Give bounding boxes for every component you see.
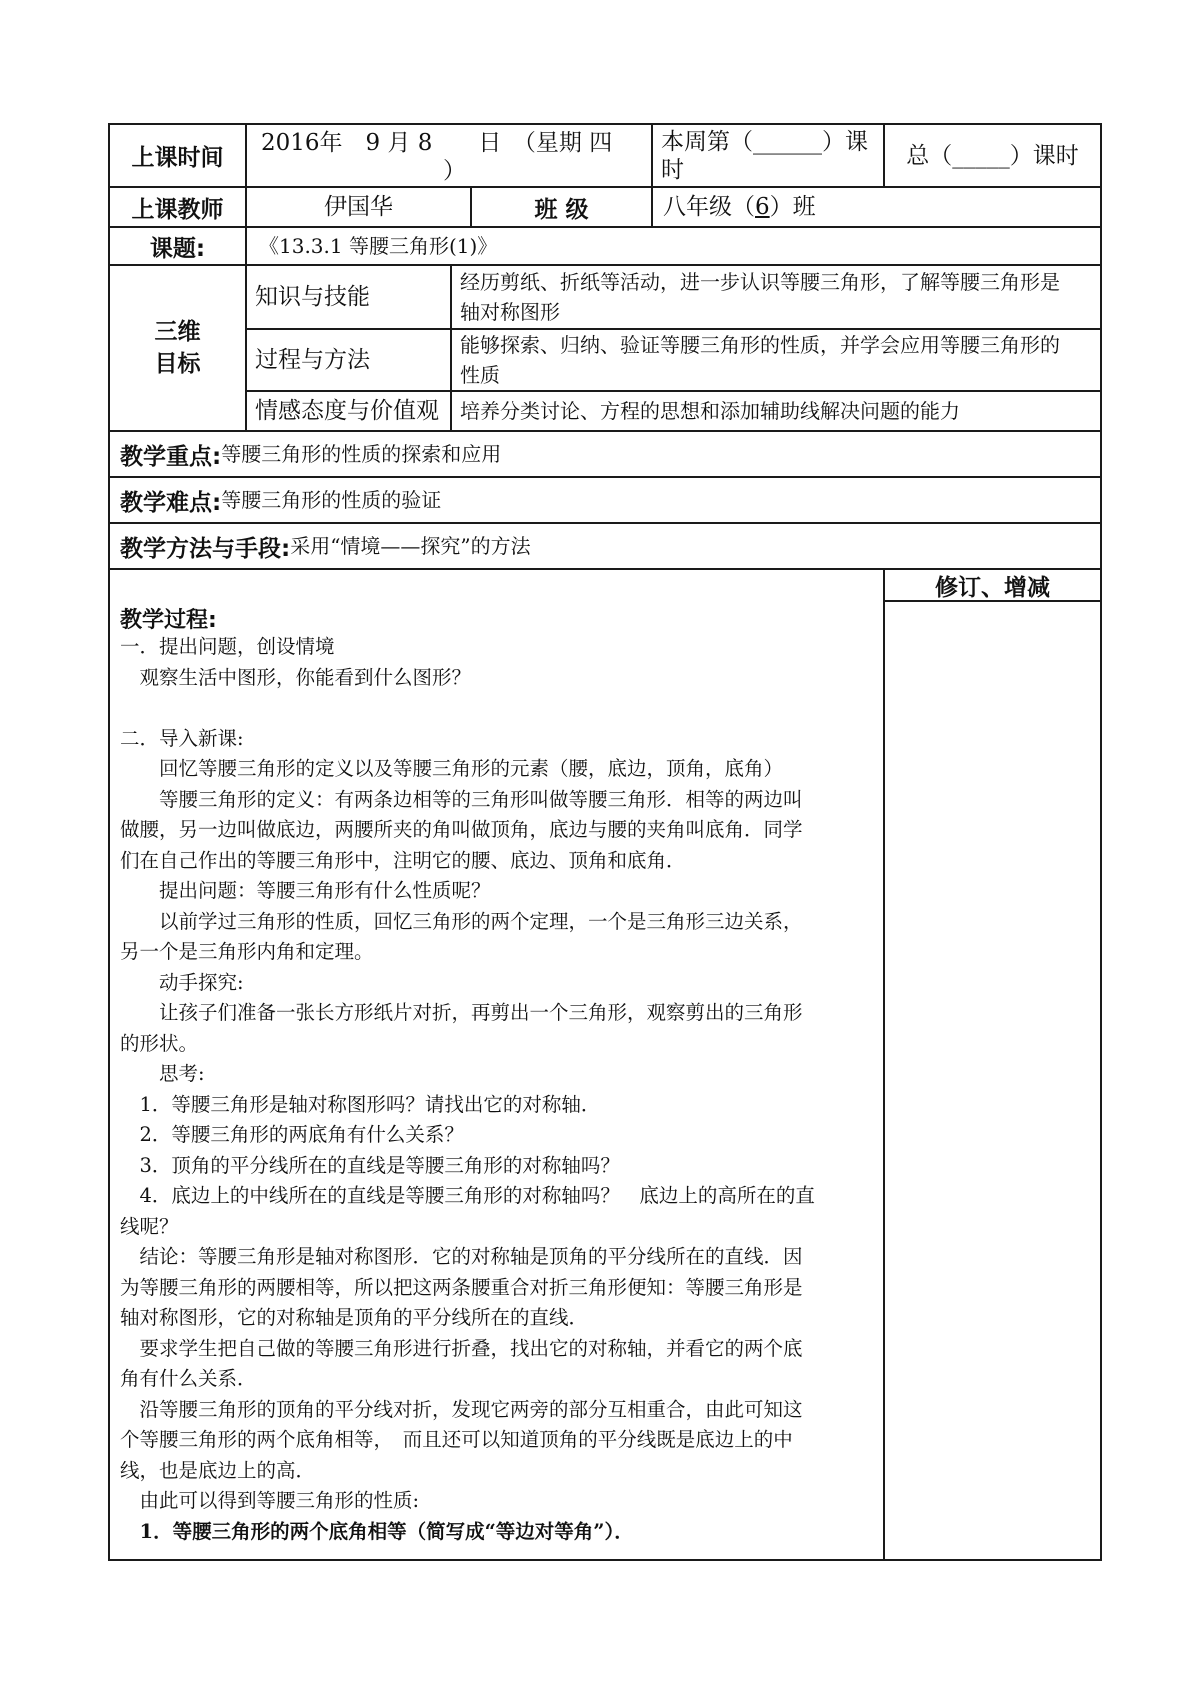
process-line: 沿等腰三角形的顶角的平分线对折，发现它两旁的部分互相重合，由此可知这 [120, 1397, 803, 1421]
process-line [120, 693, 883, 724]
goal-desc-attitude: 培养分类讨论、方程的思想和添加辅助线解决问题的能力 [460, 399, 960, 423]
goal-name-process: 过程与方法 [255, 347, 370, 373]
date-cell [247, 125, 651, 186]
goal-desc-knowledge-line-2: 轴对称图形 [460, 300, 560, 324]
process-line: 等腰三角形的定义：有两条边相等的三角形叫做等腰三角形．相等的两边叫 [120, 787, 803, 811]
class-number: 6 [755, 194, 770, 220]
goal-name-knowledge: 知识与技能 [255, 284, 370, 310]
class-prefix: 八年级（ [663, 194, 755, 220]
topic-label: 课题: [149, 235, 206, 262]
process-line: 4．底边上的中线所在的直线是等腰三角形的对称轴吗？ 底边上的高所在的直 [120, 1184, 815, 1207]
class-label: 班 级 [534, 196, 589, 223]
teacher-name: 伊国华 [324, 194, 393, 220]
process-line: 线呢？ [120, 1214, 179, 1238]
key-point-row [110, 432, 1100, 476]
topic-value: 《13.3.1 等腰三角形(1)》 [259, 234, 498, 258]
process-line: 提出问题：等腰三角形有什么性质呢？ [120, 879, 491, 902]
process-line: 3．顶角的平分线所在的直线是等腰三角形的对称轴吗？ [120, 1153, 620, 1177]
process-line: 的形状。 [120, 1031, 199, 1055]
method-row [110, 524, 1100, 568]
class-suffix: ）班 [769, 194, 816, 220]
process-line: 一．提出问题，创设情境 [120, 635, 335, 658]
process-line: 做腰，另一边叫做底边，两腰所夹的角叫做顶角，底边与腰的夹角叫底角．同学 [120, 818, 803, 841]
time-label: 上课时间 [131, 145, 224, 171]
date-line-1: 2016年 9 月 8 日 （星期 四 [261, 129, 613, 156]
goals-label-line-2: 目标 [154, 351, 201, 377]
key-point-label: 教学重点: [120, 443, 222, 470]
process-line: 结论：等腰三角形是轴对称图形．它的对称轴是顶角的平分线所在的直线．因 [120, 1245, 803, 1268]
process-line: 由此可以得到等腰三角形的性质: [120, 1489, 420, 1512]
process-body [120, 632, 883, 1517]
process-line: 观察生活中图形，你能看到什么图形？ [120, 665, 472, 689]
total-lessons: 总（_____）课时 [906, 142, 1079, 169]
goal-desc-knowledge [452, 266, 1100, 328]
week-lesson-line-1: 本周第（______）课 [661, 128, 868, 155]
difficulty-value: 等腰三角形的性质的验证 [221, 488, 442, 512]
goal-name-attitude: 情感态度与价值观 [255, 398, 439, 424]
goal-desc-process [452, 330, 1100, 390]
method-value: 采用“情境——探究”的方法 [290, 534, 531, 558]
process-line: 另一个是三角形内角和定理。 [120, 940, 374, 963]
process-line: 要求学生把自己做的等腰三角形进行折叠，找出它的对称轴，并看它的两个底 [120, 1336, 803, 1360]
process-line: 个等腰三角形的两个底角相等， 而且还可以知道顶角的平分线既是底边上的中 [120, 1428, 793, 1451]
process-line: 轴对称图形，它的对称轴是顶角的平分线所在的直线． [120, 1306, 589, 1329]
process-line: 二．导入新课: [120, 726, 244, 750]
week-lesson-cell [653, 125, 883, 186]
process-line: 思考: [120, 1062, 205, 1085]
process-line: 2．等腰三角形的两底角有什么关系？ [120, 1123, 464, 1146]
goals-label-line-1: 三维 [154, 319, 201, 345]
goal-desc-process-line-2: 性质 [460, 363, 500, 387]
goal-desc-process-line-1: 能够探索、归纳、验证等腰三角形的性质，并学会应用等腰三角形的 [460, 333, 1060, 357]
week-lesson-line-2: 时 [661, 156, 684, 183]
process-line: 让孩子们准备一张长方形纸片对折，再剪出一个三角形，观察剪出的三角形 [120, 1001, 803, 1024]
process-title: 教学过程: [120, 608, 217, 633]
goals-label [110, 266, 245, 430]
process-line: 动手探究: [120, 970, 244, 994]
process-line: 们在自己作出的等腰三角形中，注明它的腰、底边、顶角和底角． [120, 848, 686, 872]
process-line: 回忆等腰三角形的定义以及等腰三角形的元素（腰，底边，顶角，底角） [120, 757, 784, 780]
process-line: 角有什么关系． [120, 1367, 257, 1390]
difficulty-label: 教学难点: [120, 489, 222, 516]
revision-column [885, 602, 1100, 1559]
process-cell [110, 570, 883, 1559]
revision-header: 修订、增减 [935, 574, 1050, 601]
process-line: 1．等腰三角形是轴对称图形吗？请找出它的对称轴． [120, 1092, 601, 1116]
difficulty-row [110, 478, 1100, 522]
teacher-label: 上课教师 [131, 196, 224, 223]
process-line: 以前学过三角形的性质，回忆三角形的两个定理，一个是三角形三边关系， [120, 909, 803, 933]
process-line: 线，也是底边上的高． [120, 1458, 316, 1482]
class-value [653, 188, 1100, 226]
date-line-2: ） [443, 157, 466, 184]
goal-desc-knowledge-line-1: 经历剪纸、折纸等活动，进一步认识等腰三角形，了解等腰三角形是 [460, 270, 1060, 294]
method-label: 教学方法与手段: [120, 535, 291, 562]
process-last-line: 1．等腰三角形的两个底角相等（简写成“等边对等角”）． [120, 1519, 634, 1543]
process-line: 为等腰三角形的两腰相等，所以把这两条腰重合对折三角形便知：等腰三角形是 [120, 1275, 803, 1299]
key-point-value: 等腰三角形的性质的探索和应用 [221, 442, 502, 466]
